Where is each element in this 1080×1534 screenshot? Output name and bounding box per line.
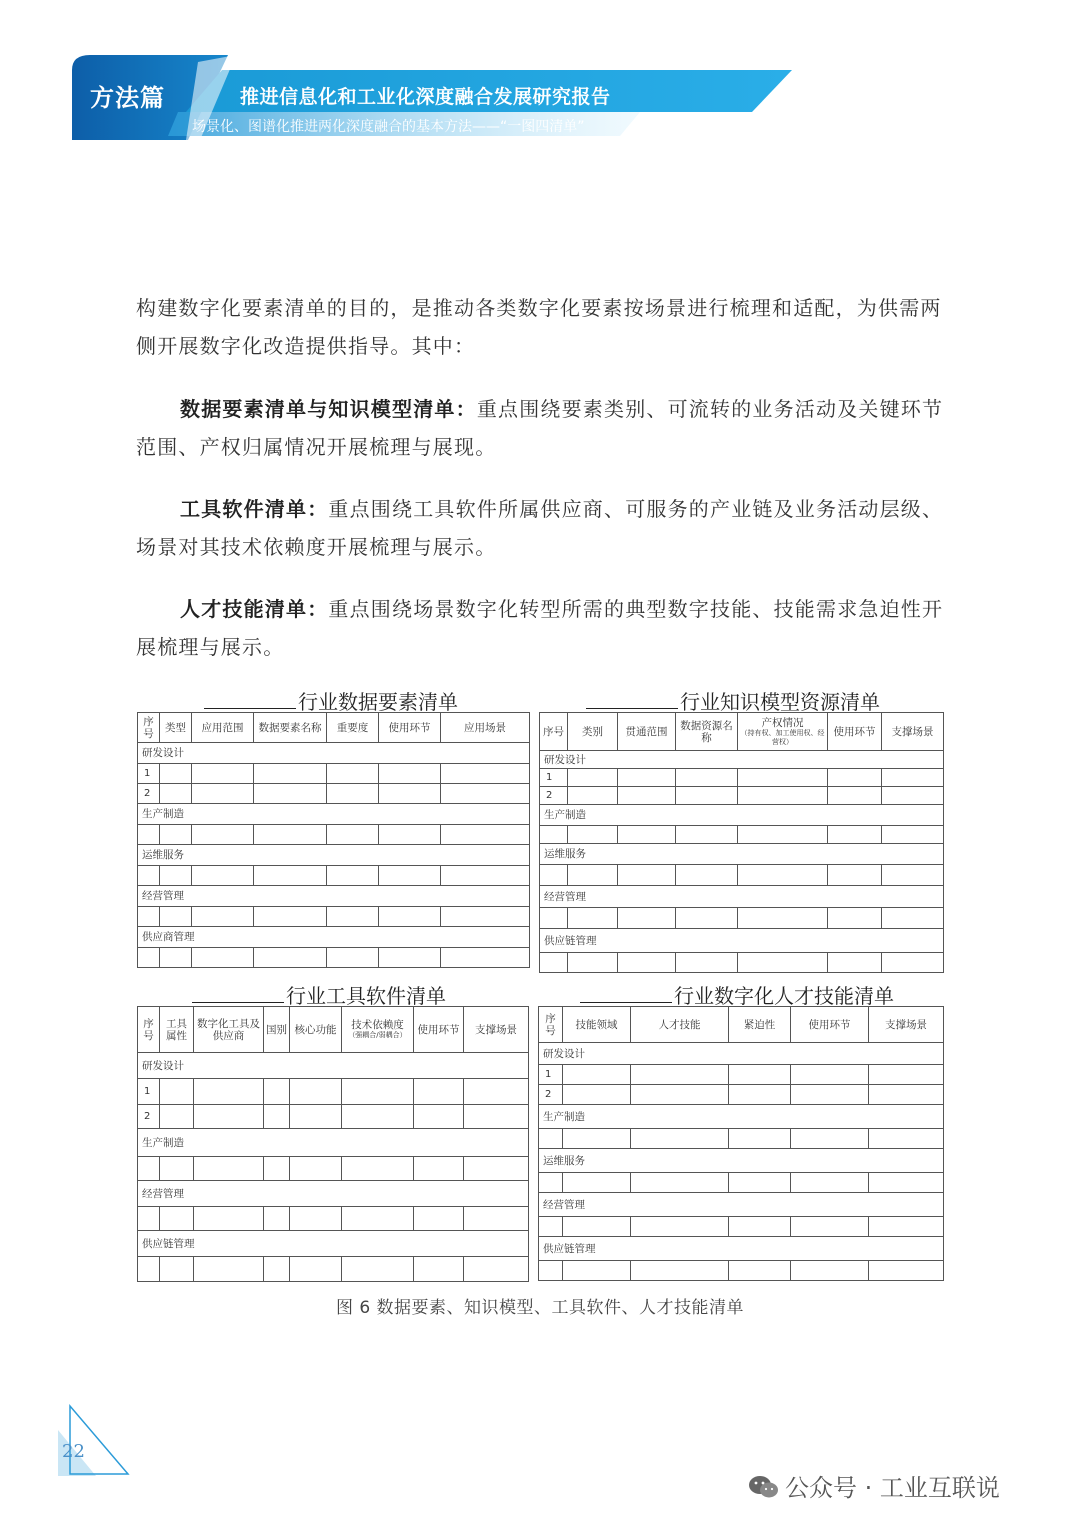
paragraph-body: 重点围绕场景数字化转型所需的典型数字技能、技能需求急迫性开展梳理与展示。 [136, 597, 944, 659]
table-knowledge-models [539, 712, 944, 973]
row-number: 2 [138, 784, 160, 804]
category-row: 经营管理 [539, 1193, 944, 1217]
category-row: 供应链管理 [539, 1237, 944, 1261]
category-row: 研发设计 [138, 743, 530, 764]
header-cell: 国别 [264, 1007, 290, 1053]
header-cell: 使用环节 [828, 713, 882, 751]
category-row: 生产制造 [540, 805, 944, 826]
paragraph-heading: 人才技能清单： [180, 597, 329, 621]
paragraph-body: 重点围绕工具软件所属供应商、可服务的产业链及业务活动层级、场景对其技术依赖度开展梳理与展示。 [136, 497, 944, 559]
category-row: 供应链管理 [138, 1231, 529, 1257]
header-cell: 使用环节 [379, 713, 441, 743]
report-subtitle: 场景化、图谱化推进两化深度融合的基本方法——“一图四清单” [192, 119, 585, 135]
page-number: 22 [62, 1441, 85, 1462]
report-title: 推进信息化和工业化深度融合发展研究报告 [240, 86, 611, 108]
row-number: 2 [539, 1085, 563, 1105]
page-corner-decoration [56, 1400, 136, 1480]
category-row: 研发设计 [540, 751, 944, 769]
header-cell: 重要度 [327, 713, 379, 743]
paragraph-data-knowledge [136, 390, 948, 466]
category-row: 经营管理 [540, 886, 944, 908]
header-cell: 使用环节 [791, 1007, 869, 1043]
category-row: 经营管理 [138, 1181, 529, 1207]
header-cell: 贯通范围 [618, 713, 676, 751]
category-row: 运维服务 [540, 844, 944, 865]
row-number: 1 [539, 1065, 563, 1085]
header-cell: 技能领域 [563, 1007, 631, 1043]
row-number: 1 [138, 764, 160, 784]
table-title-text: 行业数据要素清单 [298, 690, 458, 714]
table-title-text: 行业知识模型资源清单 [680, 690, 880, 714]
paragraph-talent-skills [136, 590, 948, 666]
category-row: 供应链管理 [540, 929, 944, 953]
paragraph-body: 重点围绕要素类别、可流转的业务活动及关键环节范围、产权归属情况开展梳理与展现。 [136, 397, 944, 459]
row-number: 2 [138, 1105, 160, 1129]
category-row: 生产制造 [138, 804, 530, 825]
category-row: 生产制造 [539, 1105, 944, 1129]
header-cell: 核心功能 [290, 1007, 342, 1053]
header-cell: 应用范围 [192, 713, 254, 743]
table-title-text: 行业工具软件清单 [286, 984, 446, 1008]
header-cell: 使用环节 [414, 1007, 464, 1053]
header-cell-text: 技术依赖度 [351, 1019, 404, 1031]
row-number: 2 [540, 787, 568, 805]
header-cell: 工具属性 [160, 1007, 194, 1053]
table-title-text: 行业数字化人才技能清单 [674, 984, 894, 1008]
table-title-data-elements [204, 686, 458, 715]
category-row: 研发设计 [138, 1053, 529, 1079]
header-cell-note: （持有权、加工使用权、经营权） [740, 728, 825, 746]
paragraph-tool-software [136, 490, 948, 566]
table-tool-software [137, 1006, 529, 1282]
table-title-tool-software [192, 980, 446, 1009]
header-cell: 序号 [539, 1007, 563, 1043]
category-row: 研发设计 [539, 1043, 944, 1065]
header-cell: 数据资源名称 [676, 713, 738, 751]
paragraph-heading: 数据要素清单与知识模型清单： [180, 397, 477, 421]
header-cell [342, 1007, 414, 1053]
header-cell: 人才技能 [631, 1007, 729, 1043]
figure-caption: 图 6 数据要素、知识模型、工具软件、人才技能清单 [335, 1298, 745, 1318]
table-title-talent-skills [580, 980, 894, 1009]
paragraph-heading: 工具软件清单： [180, 497, 329, 521]
category-row: 供应商管理 [138, 927, 530, 948]
header-cell: 序号 [138, 713, 160, 743]
header-cell: 序号 [138, 1007, 160, 1053]
category-row: 经营管理 [138, 886, 530, 907]
header-cell: 支撑场景 [882, 713, 944, 751]
header-cell: 支撑场景 [869, 1007, 944, 1043]
header-cell-note: （强耦合/弱耦合） [348, 1031, 407, 1039]
header-cell: 应用场景 [441, 713, 530, 743]
watermark [745, 1468, 1000, 1503]
title-blank-line [580, 982, 672, 1003]
table-talent-skills [538, 1006, 944, 1281]
header-cell: 类型 [160, 713, 192, 743]
header-cell [738, 713, 828, 751]
row-number: 1 [138, 1079, 160, 1105]
category-row: 生产制造 [138, 1129, 529, 1157]
header-cell: 数据要素名称 [254, 713, 327, 743]
header-cell: 序号 [540, 713, 568, 751]
header-cell: 支撑场景 [464, 1007, 529, 1053]
page-header [0, 0, 1080, 150]
header-cell: 紧迫性 [729, 1007, 791, 1043]
table-title-knowledge-models [586, 686, 880, 715]
intro-paragraph: 构建数字化要素清单的目的，是推动各类数字化要素按场景进行梳理和适配，为供需两侧开展数字化改造提供指导。其中： [136, 296, 942, 358]
watermark-text: 公众号 · 工业互联说 [785, 1474, 1000, 1502]
header-cell: 数字化工具及供应商 [194, 1007, 264, 1053]
title-blank-line [586, 688, 678, 709]
table-data-elements [137, 712, 530, 968]
section-label: 方法篇 [90, 84, 165, 112]
title-blank-line [192, 982, 284, 1003]
row-number: 1 [540, 769, 568, 787]
category-row: 运维服务 [539, 1149, 944, 1173]
header-cell-text: 产权情况 [761, 716, 804, 729]
header-cell: 类别 [568, 713, 618, 751]
category-row: 运维服务 [138, 845, 530, 866]
title-blank-line [204, 688, 296, 709]
